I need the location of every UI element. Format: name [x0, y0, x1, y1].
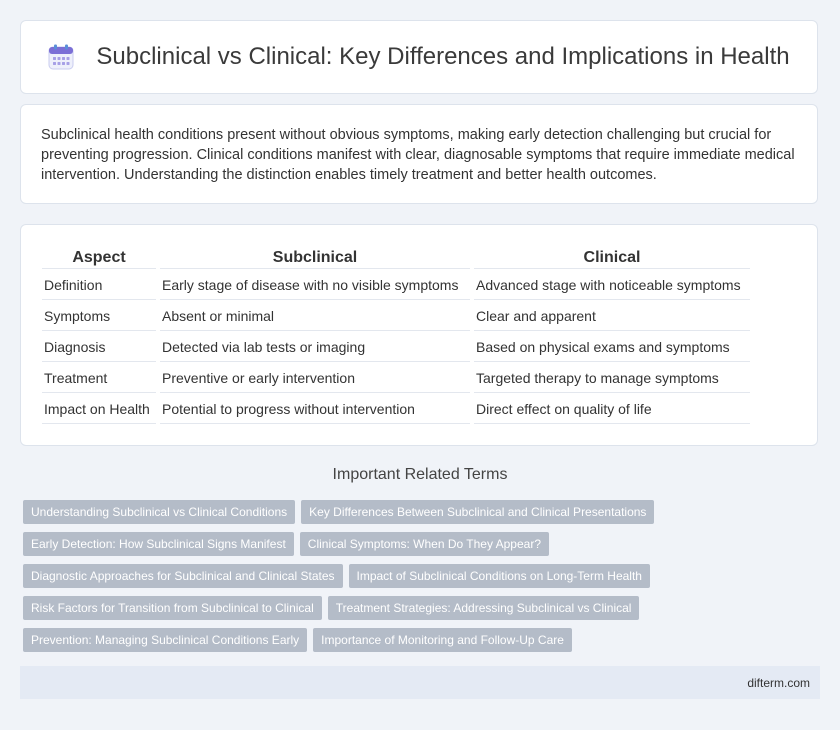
table-cell: Absent or minimal — [160, 300, 470, 331]
related-term-link[interactable]: Key Differences Between Subclinical and Clinical Presentations — [301, 500, 654, 524]
table-header-row — [42, 247, 750, 269]
related-term-link[interactable]: Diagnostic Approaches for Subclinical and Clinical States — [23, 564, 343, 588]
footer-site-link[interactable]: difterm.com — [747, 675, 810, 690]
related-term-link[interactable]: Treatment Strategies: Addressing Subclinical vs Clinical — [328, 596, 640, 620]
table-cell: Targeted therapy to manage symptoms — [474, 362, 750, 393]
header-card — [20, 20, 818, 94]
table-row — [42, 269, 750, 300]
tag-row — [23, 532, 823, 556]
comparison-table — [38, 247, 754, 424]
table-row — [42, 300, 750, 331]
table-cell: Impact on Health — [42, 393, 156, 424]
related-term-link[interactable]: Importance of Monitoring and Follow-Up Care — [313, 628, 572, 652]
related-term-link[interactable]: Risk Factors for Transition from Subclinical to Clinical — [23, 596, 322, 620]
table-row — [42, 331, 750, 362]
header-subclinical: Subclinical — [160, 247, 470, 269]
tag-row — [23, 564, 823, 588]
table-row — [42, 362, 750, 393]
table-cell: Treatment — [42, 362, 156, 393]
page-title: Subclinical vs Clinical: Key Differences and Implications in Health — [96, 43, 790, 70]
table-cell: Symptoms — [42, 300, 156, 331]
table-cell: Direct effect on quality of life — [474, 393, 750, 424]
tag-row — [23, 500, 823, 524]
table-cell: Diagnosis — [42, 331, 156, 362]
table-row — [42, 393, 750, 424]
calendar-icon — [48, 44, 74, 70]
intro-text: Subclinical health conditions present without obvious symptoms, making early detection challenging but crucial for preventing progression. Clinical conditions manifest with clear, diagnosable symptoms that require immediate medical intervention. Understanding the distinction enables timely treatment and better health outcomes. — [41, 127, 795, 183]
table-cell: Potential to progress without intervention — [160, 393, 470, 424]
table-cell: Detected via lab tests or imaging — [160, 331, 470, 362]
table-cell: Preventive or early intervention — [160, 362, 470, 393]
related-term-link[interactable]: Prevention: Managing Subclinical Conditions Early — [23, 628, 307, 652]
table-cell: Early stage of disease with no visible symptoms — [160, 269, 470, 300]
related-term-link[interactable]: Early Detection: How Subclinical Signs Manifest — [23, 532, 294, 556]
tag-row — [23, 596, 823, 620]
header-clinical: Clinical — [474, 247, 750, 269]
tag-row — [23, 628, 823, 652]
related-term-link[interactable]: Clinical Symptoms: When Do They Appear? — [300, 532, 549, 556]
footer — [20, 666, 820, 699]
comparison-table-card — [20, 224, 818, 446]
intro-card — [20, 104, 818, 204]
related-terms-list — [23, 500, 823, 660]
table-cell: Advanced stage with noticeable symptoms — [474, 269, 750, 300]
table-cell: Clear and apparent — [474, 300, 750, 331]
related-term-link[interactable]: Understanding Subclinical vs Clinical Conditions — [23, 500, 295, 524]
table-cell: Based on physical exams and symptoms — [474, 331, 750, 362]
table-cell: Definition — [42, 269, 156, 300]
related-terms-title: Important Related Terms — [332, 466, 508, 483]
related-term-link[interactable]: Impact of Subclinical Conditions on Long-Term Health — [349, 564, 650, 588]
header-aspect: Aspect — [42, 247, 156, 269]
